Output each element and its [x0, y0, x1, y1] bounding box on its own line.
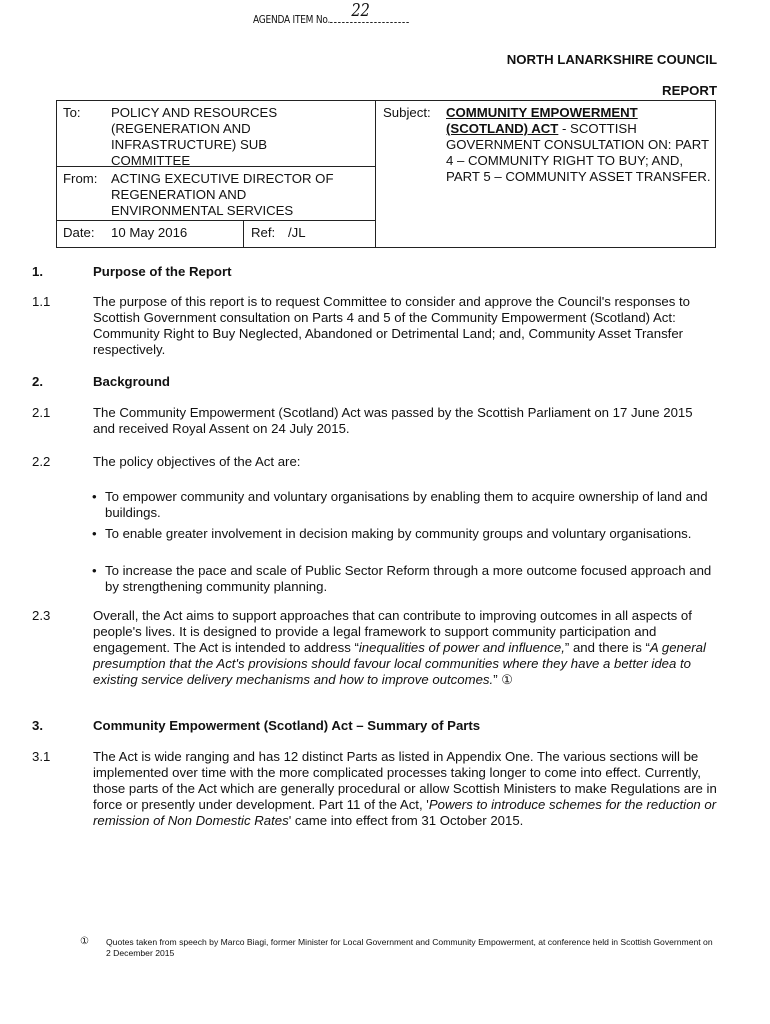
section-title: Community Empowerment (Scotland) Act – Summary of Parts — [93, 718, 481, 733]
section-number: 1. — [32, 264, 43, 279]
bullet-icon: • — [92, 563, 97, 578]
bullet-icon: • — [92, 526, 97, 541]
council-name: NORTH LANARKSHIRE COUNCIL — [506, 52, 717, 67]
date-label: Date: — [63, 225, 95, 240]
ref-label: Ref: — [251, 225, 276, 240]
report-header-table — [56, 100, 716, 248]
date-value: 10 May 2016 — [111, 225, 188, 240]
paragraph-text: The policy objectives of the Act are: — [93, 454, 301, 469]
paragraph-number: 1.1 — [32, 294, 51, 309]
agenda-item — [253, 0, 409, 26]
from-value: ACTING EXECUTIVE DIRECTOR OF REGENERATION AND ENVIRONMENTAL SERVICES — [111, 171, 334, 218]
bullet-icon: • — [92, 489, 97, 504]
paragraph-text: The Act is wide ranging and has 12 distinct Parts as listed in Appendix One. The various sections will be implemented over time with the more complicated processes taking longer to come into effect. Currently, those parts of the Act which are generally procedural or allow Scottish Ministers to make Regulations are in force or presently under development. Part 11 of the Act, 'Powers to introduce schemes for the reduction or remission of Non Domestic Rates' came into effect from 31 October 2015. — [93, 749, 717, 828]
paragraph-number: 2.1 — [32, 405, 51, 420]
agenda-number: 22 — [351, 0, 370, 21]
paragraph-number: 3.1 — [32, 749, 51, 764]
agenda-label: AGENDA ITEM No. — [253, 13, 331, 26]
subject-value — [446, 105, 716, 185]
paragraph-text: The purpose of this report is to request Committee to consider and approve the Council's responses to Scottish Government consultation on Parts 4 and 5 of the Community Empowerment (Scotland) Act: Community Right to Buy Neglected, Abandoned or Detrimental Land; and, Community Asset Transfer respectively. — [93, 294, 691, 357]
bullet-text: To enable greater involvement in decision making by community groups and voluntary organisations. — [105, 526, 692, 541]
subject-title: COMMUNITY EMPOWERMENT (SCOTLAND) ACT — [446, 105, 638, 136]
footnote-mark: ① — [80, 936, 89, 947]
paragraph-number: 2.2 — [32, 454, 51, 469]
section-title: Purpose of the Report — [93, 264, 232, 279]
paragraph-text: The Community Empowerment (Scotland) Act was passed by the Scottish Parliament on 17 June 2015 and received Royal Assent on 24 July 2015. — [93, 405, 693, 436]
date-cell — [57, 221, 375, 247]
ref-value: /JL — [288, 225, 306, 240]
subject-label: Subject: — [383, 105, 431, 120]
section-number: 3. — [32, 718, 43, 733]
subject-detail: - SCOTTISH GOVERNMENT CONSULTATION ON: PART 4 – COMMUNITY RIGHT TO BUY; AND, PART 5 – COMMUNITY ASSET TRANSFER. — [446, 121, 711, 184]
paragraph-text: Overall, the Act aims to support approaches that can contribute to improving outcomes in all aspects of people's lives. It is designed to provide a legal framework to support community participation and engagement. The Act is intended to address “inequalities of power and influence,” and there is “A general presumption that the Act's provisions should favour local communities where they have a better idea to existing service delivery mechanisms and how to improve outcomes.” ① — [93, 608, 706, 687]
bullet-text: To increase the pace and scale of Public Sector Reform through a more outcome focused approach and by strengthening community planning. — [105, 563, 712, 594]
header-left-column — [57, 101, 376, 247]
from-cell — [57, 167, 375, 221]
to-cell — [57, 101, 375, 167]
bullet-text: To empower community and voluntary organisations by enabling them to acquire ownership of land and buildings. — [105, 489, 708, 520]
report-label: REPORT — [662, 83, 717, 98]
date-ref-divider — [243, 221, 244, 247]
footnote-text: Quotes taken from speech by Marco Biagi, former Minister for Local Government and Community Empowerment, at conference held in Scottish Government on 2 December 2015 — [106, 937, 713, 958]
to-value: POLICY AND RESOURCES (REGENERATION AND INFRASTRUCTURE) SUB COMMITTEE — [111, 105, 278, 168]
section-title: Background — [93, 374, 170, 389]
section-number: 2. — [32, 374, 43, 389]
to-label: To: — [63, 105, 81, 120]
from-label: From: — [63, 171, 98, 186]
paragraph-number: 2.3 — [32, 608, 51, 623]
